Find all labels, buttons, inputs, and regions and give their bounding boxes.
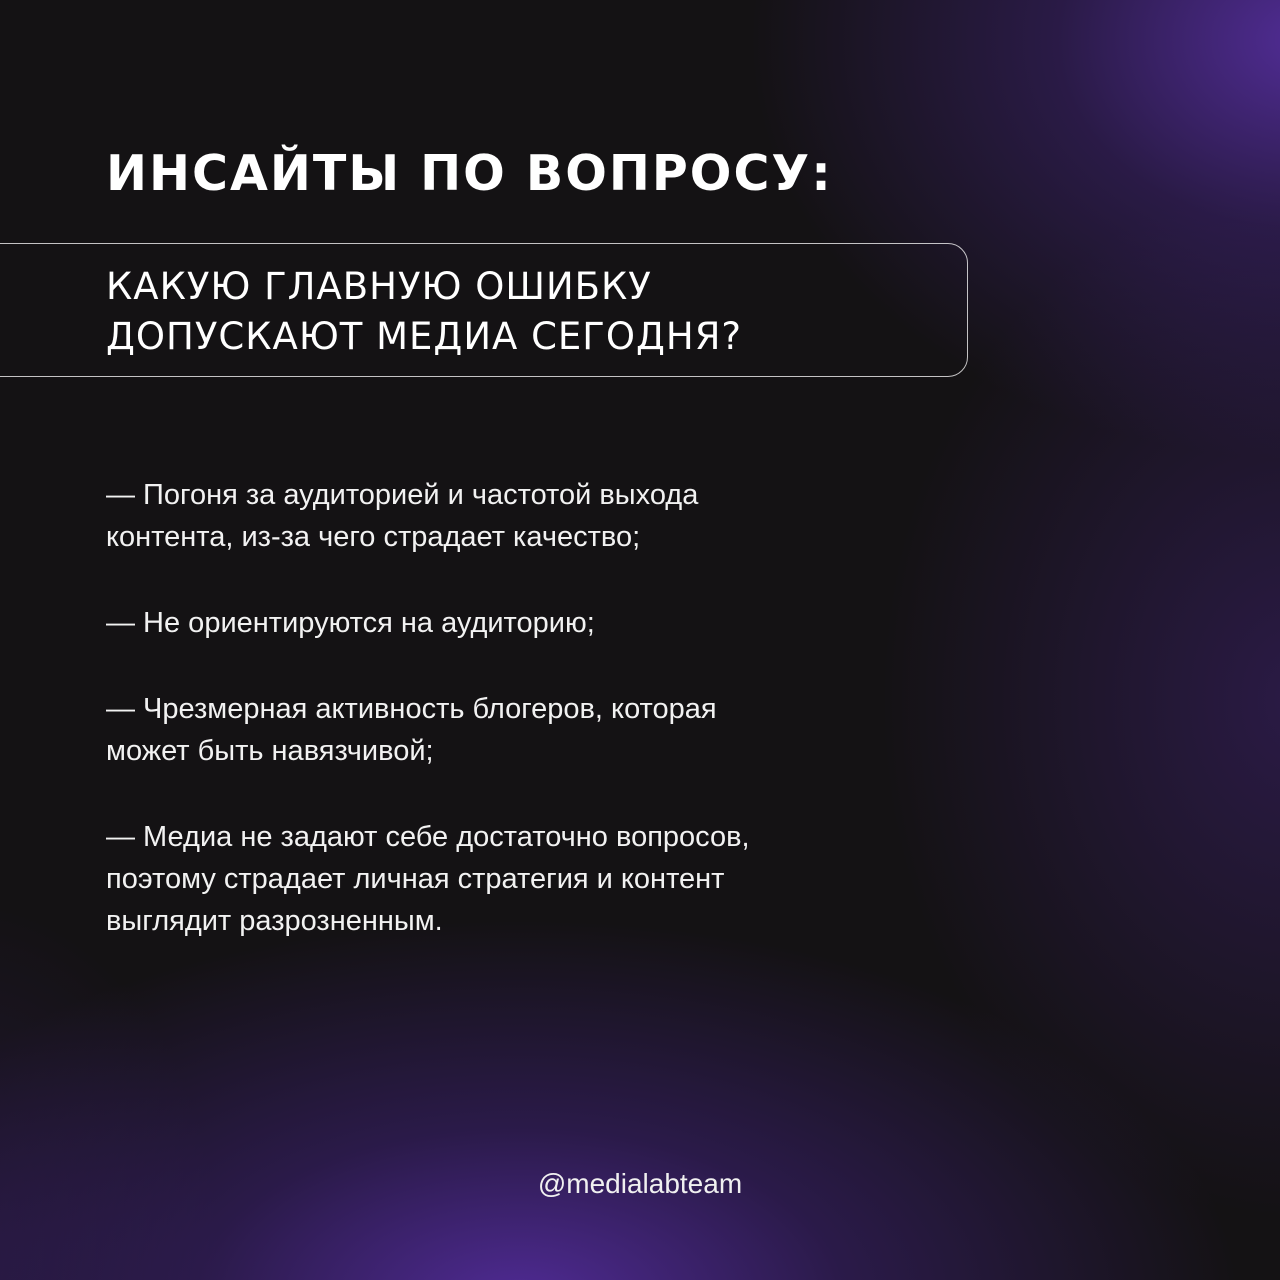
insight-item — [106, 602, 926, 644]
question-line: ДОПУСКАЮТ МЕДИА СЕГОДНЯ? — [106, 315, 743, 358]
insight-line: — Чрезмерная активность блогеров, которая — [106, 693, 717, 725]
insight-line: — Не ориентируются на аудиторию; — [106, 607, 595, 639]
insight-item — [106, 688, 926, 772]
insight-line: поэтому страдает личная стратегия и контент — [106, 863, 725, 895]
insight-line: выглядит разрозненным. — [106, 905, 443, 937]
account-handle: @medialabteam — [537, 1168, 743, 1199]
insight-line: контента, из-за чего страдает качество; — [106, 521, 641, 553]
insight-line: — Погоня за аудиторией и частотой выхода — [106, 479, 699, 511]
insight-line: — Медиа не задают себе достаточно вопросов, — [106, 821, 750, 853]
question-text — [106, 262, 742, 362]
insight-item — [106, 474, 926, 558]
insight-item — [106, 816, 926, 942]
insights-list — [106, 474, 926, 986]
insight-line: может быть навязчивой; — [106, 735, 434, 767]
question-line: КАКУЮ ГЛАВНУЮ ОШИБКУ — [106, 265, 652, 308]
slide-title: ИНСАЙТЫ ПО ВОПРОСУ: — [106, 145, 833, 202]
